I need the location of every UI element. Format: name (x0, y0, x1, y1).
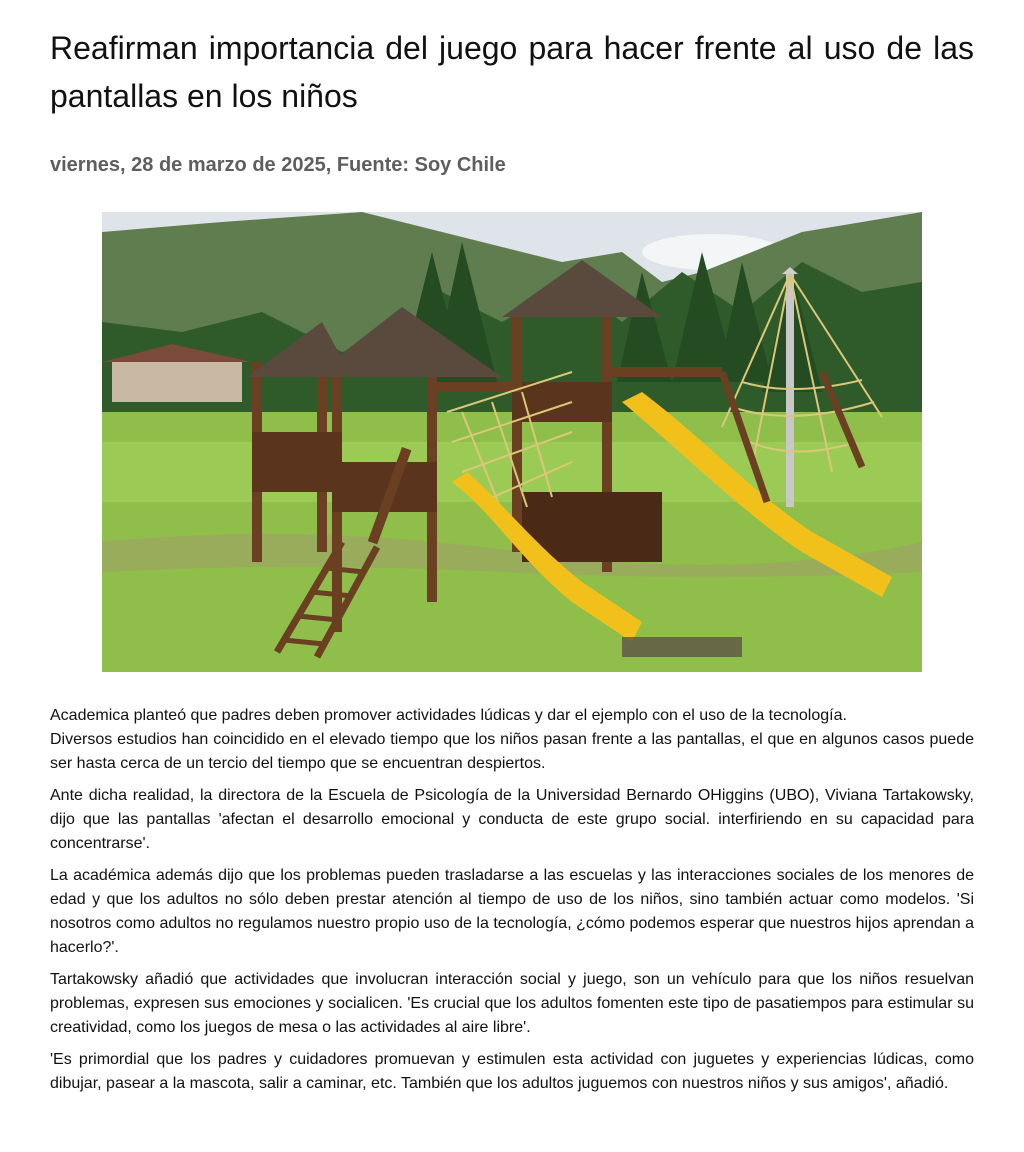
house (112, 362, 242, 402)
article-paragraph: Tartakowsky añadió que actividades que involucran interacción social y juego, son un vehículo para que los niños resuelvan problemas, expresen sus emociones y socialicen. 'Es crucial que los adultos fomenten este tipo de pasatiempos para estimular su creatividad, como los juegos de mesa o las actividades al aire libre'. (50, 971, 974, 1036)
article-paragraph: Diversos estudios han coincidido en el elevado tiempo que los niños pasan frente a las pantallas, el que en algunos casos puede ser hasta cerca de un tercio del tiempo que se encuentran despiertos. (50, 731, 974, 772)
article-paragraph: Ante dicha realidad, la directora de la Escuela de Psicología de la Universidad Bernardo OHiggins (UBO), Viviana Tartakowsky, dijo que las pantallas 'afectan el desarrollo emocional y conducta de este grupo social. interfiriendo en su capacidad para concentrarse'. (50, 787, 974, 852)
article-body (50, 704, 974, 1104)
article-paragraph: 'Es primordial que los padres y cuidadores promuevan y estimulen esta actividad con juguetes y experiencias lúdicas, como dibujar, pasear a la mascota, salir a caminar, etc. También que los adultos juguemos con nuestros niños y sus amigos', añadió. (50, 1051, 974, 1092)
playground-photo (102, 212, 922, 672)
article-paragraph: La académica además dijo que los problemas pueden trasladarse a las escuelas y las interacciones sociales de los menores de edad y que los adultos no sólo deben prestar atención al tiempo de uso de los niños, sino también actuar como modelos. 'Si nosotros como adultos no regulamos nuestro propio uso de la tecnología, ¿cómo podemos esperar que nuestros hijos aprendan a hacerlo?'. (50, 867, 974, 956)
article-lead: Academica planteó que padres deben promover actividades lúdicas y dar el ejemplo con el uso de la tecnología. (50, 707, 847, 724)
article-dateline: viernes, 28 de marzo de 2025, Fuente: Soy Chile (50, 154, 506, 176)
article-title: Reafirman importancia del juego para hacer frente al uso de las pantallas en los niños (50, 30, 974, 114)
rubber-mat (622, 637, 742, 657)
playground-illustration (102, 212, 922, 672)
